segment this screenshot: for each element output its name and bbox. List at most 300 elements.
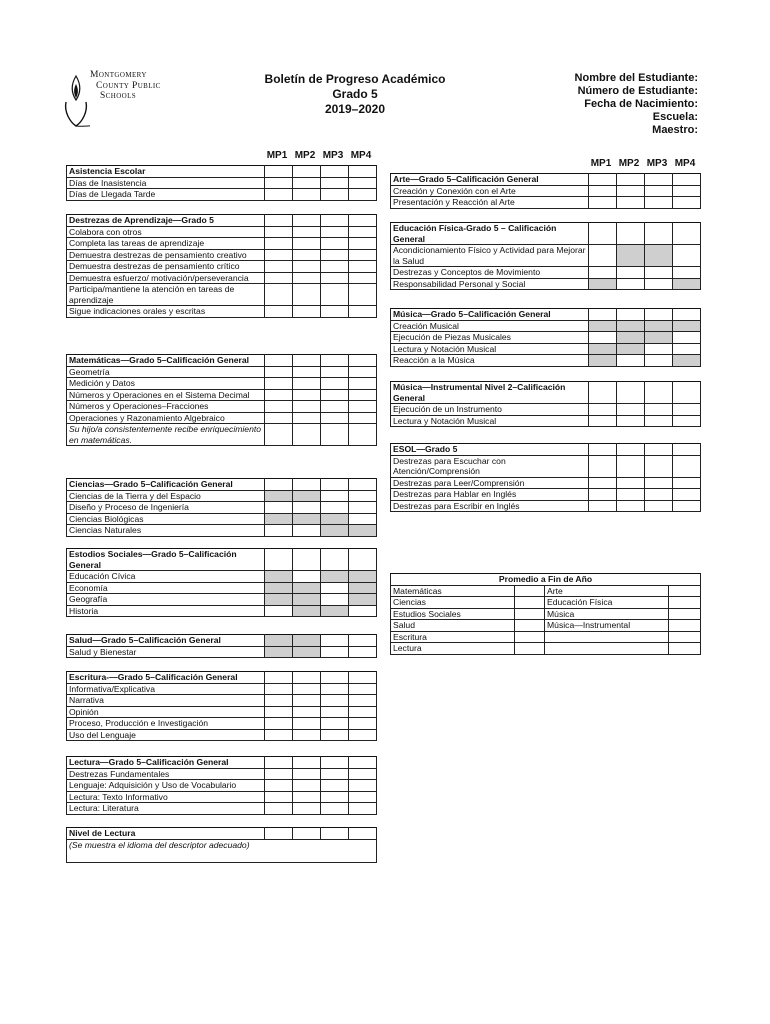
grade-cell-mp4 bbox=[673, 197, 701, 209]
section-title: Asistencia Escolar bbox=[67, 166, 265, 178]
grade-cell-mp3 bbox=[645, 309, 673, 321]
row-label: Días de Inasistencia bbox=[67, 177, 265, 189]
average-subject: Estudios Sociales bbox=[391, 608, 515, 620]
grade-cell-mp2 bbox=[293, 272, 321, 284]
grade-cell-mp4 bbox=[349, 635, 377, 647]
grade-cell-mp4 bbox=[349, 355, 377, 367]
table-row bbox=[67, 571, 377, 583]
table-row bbox=[67, 525, 377, 537]
grade-cell-mp3 bbox=[321, 594, 349, 606]
grade-cell-mp1 bbox=[589, 415, 617, 427]
grade-cell-mp3 bbox=[321, 513, 349, 525]
mp4-label: MP4 bbox=[350, 150, 372, 161]
grade-cell-mp4 bbox=[673, 455, 701, 477]
grade-cell-mp3 bbox=[321, 768, 349, 780]
table-row bbox=[67, 768, 377, 780]
section-title: Educación Física-Grado 5 – Calificación General bbox=[391, 223, 589, 245]
grade-cell-mp3 bbox=[321, 401, 349, 413]
mp-header-left bbox=[263, 150, 375, 161]
table-row bbox=[391, 415, 701, 427]
table-row bbox=[67, 706, 377, 718]
grade-cell-mp2 bbox=[617, 185, 645, 197]
grade-cell-mp2 bbox=[293, 605, 321, 617]
grade-cell-mp3 bbox=[321, 803, 349, 815]
grade-cell-mp4 bbox=[673, 355, 701, 367]
section-escritura-grado-5-calificacion-general bbox=[66, 671, 377, 741]
row-label: Destrezas y Conceptos de Movimiento bbox=[391, 267, 589, 279]
row-label: Narrativa bbox=[67, 695, 265, 707]
grade-cell-mp3 bbox=[321, 502, 349, 514]
grade-cell-mp1 bbox=[589, 489, 617, 501]
section-arte-grado-5-calificacion-general bbox=[390, 173, 701, 209]
row-label: Historia bbox=[67, 605, 265, 617]
grade-cell-mp2 bbox=[617, 343, 645, 355]
grade-cell-mp3 bbox=[645, 355, 673, 367]
grade-cell-mp4 bbox=[349, 226, 377, 238]
grade-cell-mp2 bbox=[293, 177, 321, 189]
grade-cell-mp4 bbox=[349, 502, 377, 514]
table-row bbox=[391, 500, 701, 512]
grade-cell-mp3 bbox=[321, 389, 349, 401]
table-row bbox=[67, 378, 377, 390]
table-row bbox=[391, 608, 701, 620]
grade-cell-mp3 bbox=[321, 490, 349, 502]
grade-cell-mp2 bbox=[293, 513, 321, 525]
report-year: 2019–2020 bbox=[324, 102, 386, 116]
grade-cell-mp1 bbox=[265, 828, 293, 840]
table-row bbox=[391, 197, 701, 209]
table-row bbox=[67, 249, 377, 261]
row-label: Salud y Bienestar bbox=[67, 646, 265, 658]
grade-cell-mp1 bbox=[265, 479, 293, 491]
row-label: Destrezas para Hablar en Inglés bbox=[391, 489, 589, 501]
row-label: (Se muestra el idioma del descriptor adecuado) bbox=[67, 839, 377, 862]
grade-cell-mp3 bbox=[321, 479, 349, 491]
table-row bbox=[67, 424, 377, 446]
grade-cell-mp2 bbox=[293, 571, 321, 583]
table-row bbox=[67, 189, 377, 201]
table-row bbox=[391, 477, 701, 489]
mp2-label: MP2 bbox=[618, 158, 640, 169]
row-label: Participa/mantiene la atención en tareas de aprendizaje bbox=[67, 284, 265, 306]
row-label: Destrezas para Leer/Comprensión bbox=[391, 477, 589, 489]
section-title: Salud—Grado 5–Calificación General bbox=[67, 635, 265, 647]
grade-cell-mp3 bbox=[321, 272, 349, 284]
grade-cell-mp4 bbox=[673, 500, 701, 512]
grade-cell-mp2 bbox=[617, 415, 645, 427]
row-label: Lectura y Notación Musical bbox=[391, 415, 589, 427]
table-row bbox=[67, 284, 377, 306]
table-row bbox=[391, 343, 701, 355]
grade-cell-mp2 bbox=[617, 455, 645, 477]
grade-cell-mp4 bbox=[349, 424, 377, 446]
row-label: Ejecución de un Instrumento bbox=[391, 404, 589, 416]
grade-cell-mp1 bbox=[265, 306, 293, 318]
student-school-label: Escuela: bbox=[652, 111, 698, 123]
grade-cell-mp3 bbox=[321, 582, 349, 594]
grade-cell-mp4 bbox=[349, 378, 377, 390]
row-label: Economía bbox=[67, 582, 265, 594]
table-row bbox=[67, 513, 377, 525]
table-row bbox=[67, 839, 377, 862]
grade-cell-mp2 bbox=[293, 828, 321, 840]
grade-cell-mp2 bbox=[293, 284, 321, 306]
section-musica-instrumental-nivel-2-calificacion bbox=[390, 381, 701, 427]
grade-cell-mp2 bbox=[293, 249, 321, 261]
report-title: Boletín de Progreso Académico bbox=[264, 72, 446, 86]
grade-cell-mp1 bbox=[265, 366, 293, 378]
grade-cell-mp1 bbox=[265, 177, 293, 189]
logo-line-2: County Public bbox=[96, 80, 161, 91]
row-label: Uso del Lenguaje bbox=[67, 729, 265, 741]
grade-cell-mp2 bbox=[293, 635, 321, 647]
row-label: Números y Operaciones–Fracciones bbox=[67, 401, 265, 413]
grade-cell-mp2 bbox=[293, 768, 321, 780]
grade-cell-mp2 bbox=[293, 215, 321, 227]
average-subject: Música—Instrumental bbox=[545, 620, 669, 632]
grade-cell-mp2 bbox=[293, 306, 321, 318]
grade-cell-mp3 bbox=[321, 683, 349, 695]
grade-cell-mp2 bbox=[293, 238, 321, 250]
average-subject: Música bbox=[545, 608, 669, 620]
logo-line-3: Schools bbox=[100, 91, 137, 101]
grade-cell-mp1 bbox=[589, 174, 617, 186]
grade-cell-mp3 bbox=[321, 412, 349, 424]
table-row bbox=[67, 718, 377, 730]
average-value bbox=[515, 620, 545, 632]
grade-cell-mp3 bbox=[645, 320, 673, 332]
grade-cell-mp4 bbox=[673, 174, 701, 186]
grade-cell-mp1 bbox=[265, 549, 293, 571]
grade-cell-mp1 bbox=[589, 332, 617, 344]
average-value bbox=[669, 597, 701, 609]
grade-cell-mp4 bbox=[673, 278, 701, 290]
grade-cell-mp3 bbox=[321, 571, 349, 583]
grade-cell-mp3 bbox=[645, 500, 673, 512]
row-label: Creación Musical bbox=[391, 320, 589, 332]
grade-cell-mp2 bbox=[293, 412, 321, 424]
grade-cell-mp3 bbox=[321, 378, 349, 390]
report-header bbox=[250, 72, 460, 117]
grade-cell-mp1 bbox=[265, 791, 293, 803]
grade-cell-mp1 bbox=[589, 320, 617, 332]
student-info bbox=[520, 72, 698, 137]
average-subject: Salud bbox=[391, 620, 515, 632]
average-value bbox=[515, 585, 545, 597]
grade-cell-mp4 bbox=[349, 412, 377, 424]
grade-cell-mp1 bbox=[265, 189, 293, 201]
grade-cell-mp4 bbox=[349, 177, 377, 189]
table-row bbox=[67, 389, 377, 401]
table-row bbox=[67, 238, 377, 250]
grade-cell-mp2 bbox=[617, 197, 645, 209]
table-row bbox=[67, 261, 377, 273]
grade-cell-mp3 bbox=[321, 791, 349, 803]
grade-cell-mp1 bbox=[265, 166, 293, 178]
grade-cell-mp2 bbox=[293, 791, 321, 803]
table-row bbox=[67, 803, 377, 815]
grade-cell-mp4 bbox=[349, 729, 377, 741]
grade-cell-mp3 bbox=[645, 278, 673, 290]
grade-cell-mp4 bbox=[349, 166, 377, 178]
grade-cell-mp1 bbox=[265, 412, 293, 424]
grade-cell-mp1 bbox=[265, 378, 293, 390]
mp3-label: MP3 bbox=[646, 158, 668, 169]
mp2-label: MP2 bbox=[294, 150, 316, 161]
logo-line-1: Montgomery bbox=[90, 70, 147, 80]
average-subject: Lectura bbox=[391, 643, 515, 655]
student-name-label: Nombre del Estudiante: bbox=[574, 72, 698, 84]
row-label: Presentación y Reacción al Arte bbox=[391, 197, 589, 209]
table-row bbox=[67, 306, 377, 318]
row-label: Sigue indicaciones orales y escritas bbox=[67, 306, 265, 318]
grade-cell-mp1 bbox=[265, 525, 293, 537]
row-label: Destrezas para Escuchar con Atención/Comprensión bbox=[391, 455, 589, 477]
grade-cell-mp1 bbox=[589, 223, 617, 245]
grade-cell-mp1 bbox=[265, 729, 293, 741]
average-subject bbox=[545, 631, 669, 643]
grade-cell-mp4 bbox=[349, 401, 377, 413]
grade-cell-mp3 bbox=[321, 780, 349, 792]
section-estodios-sociales-grado-5-calificacion-g bbox=[66, 548, 377, 617]
section-title: Matemáticas—Grado 5–Calificación General bbox=[67, 355, 265, 367]
grade-cell-mp4 bbox=[349, 272, 377, 284]
row-label: Geometría bbox=[67, 366, 265, 378]
grade-cell-mp1 bbox=[589, 355, 617, 367]
average-value bbox=[669, 643, 701, 655]
grade-cell-mp3 bbox=[321, 284, 349, 306]
grade-cell-mp2 bbox=[293, 502, 321, 514]
grade-cell-mp4 bbox=[673, 477, 701, 489]
grade-cell-mp4 bbox=[673, 415, 701, 427]
row-label: Responsabilidad Personal y Social bbox=[391, 278, 589, 290]
mp3-label: MP3 bbox=[322, 150, 344, 161]
report-grade: Grado 5 bbox=[332, 87, 378, 101]
row-label: Educación Cívica bbox=[67, 571, 265, 583]
row-label: Lectura y Notación Musical bbox=[391, 343, 589, 355]
grade-cell-mp4 bbox=[349, 803, 377, 815]
table-row bbox=[67, 502, 377, 514]
grade-cell-mp4 bbox=[349, 828, 377, 840]
row-label: Acondicionamiento Físico y Actividad para Mejorar la Salud bbox=[391, 245, 589, 267]
grade-cell-mp3 bbox=[321, 525, 349, 537]
section-title: ESOL—Grado 5 bbox=[391, 444, 589, 456]
grade-cell-mp4 bbox=[673, 309, 701, 321]
mp1-label: MP1 bbox=[266, 150, 288, 161]
row-label: Creación y Conexión con el Arte bbox=[391, 185, 589, 197]
grade-cell-mp2 bbox=[293, 226, 321, 238]
row-label: Demuestra destrezas de pensamiento crítico bbox=[67, 261, 265, 273]
grade-cell-mp4 bbox=[349, 490, 377, 502]
grade-cell-mp4 bbox=[349, 757, 377, 769]
grade-cell-mp1 bbox=[265, 768, 293, 780]
grade-cell-mp4 bbox=[349, 683, 377, 695]
grade-cell-mp3 bbox=[321, 249, 349, 261]
year-end-average-table bbox=[390, 573, 701, 655]
grade-cell-mp3 bbox=[321, 215, 349, 227]
grade-cell-mp3 bbox=[321, 238, 349, 250]
section-asistencia-escolar bbox=[66, 165, 377, 201]
grade-cell-mp2 bbox=[293, 672, 321, 684]
table-row bbox=[391, 455, 701, 477]
grade-cell-mp4 bbox=[349, 594, 377, 606]
grade-cell-mp3 bbox=[645, 415, 673, 427]
grade-cell-mp1 bbox=[265, 683, 293, 695]
table-row bbox=[67, 791, 377, 803]
section-title: Ciencias—Grado 5–Calificación General bbox=[67, 479, 265, 491]
table-row bbox=[391, 245, 701, 267]
grade-cell-mp2 bbox=[617, 278, 645, 290]
section-musica-grado-5-calificacion-general bbox=[390, 308, 701, 367]
grade-cell-mp4 bbox=[349, 284, 377, 306]
grade-cell-mp2 bbox=[293, 757, 321, 769]
grade-cell-mp1 bbox=[265, 672, 293, 684]
grade-cell-mp3 bbox=[321, 605, 349, 617]
average-value bbox=[669, 585, 701, 597]
grade-cell-mp3 bbox=[321, 757, 349, 769]
grade-cell-mp3 bbox=[321, 646, 349, 658]
grade-cell-mp1 bbox=[265, 803, 293, 815]
grade-cell-mp2 bbox=[617, 355, 645, 367]
grade-cell-mp4 bbox=[349, 306, 377, 318]
grade-cell-mp4 bbox=[673, 223, 701, 245]
grade-cell-mp1 bbox=[265, 513, 293, 525]
section-title: Escritura-—Grado 5–Calificación General bbox=[67, 672, 265, 684]
grade-cell-mp2 bbox=[293, 718, 321, 730]
grade-cell-mp1 bbox=[589, 444, 617, 456]
row-label: Geografía bbox=[67, 594, 265, 606]
grade-cell-mp3 bbox=[645, 477, 673, 489]
grade-cell-mp3 bbox=[645, 489, 673, 501]
grade-cell-mp1 bbox=[589, 278, 617, 290]
grade-cell-mp3 bbox=[645, 267, 673, 279]
school-name bbox=[90, 70, 161, 102]
grade-cell-mp1 bbox=[265, 695, 293, 707]
grade-cell-mp4 bbox=[349, 238, 377, 250]
table-row bbox=[67, 272, 377, 284]
row-label: Demuestra destrezas de pensamiento creativo bbox=[67, 249, 265, 261]
grade-cell-mp1 bbox=[589, 197, 617, 209]
mcps-logo bbox=[62, 70, 182, 132]
table-row bbox=[391, 332, 701, 344]
grade-cell-mp4 bbox=[349, 389, 377, 401]
section-educacion-fisica-grado-5-calificacion-ge bbox=[390, 222, 701, 290]
grade-cell-mp1 bbox=[265, 249, 293, 261]
section-esol-grado-5 bbox=[390, 443, 701, 512]
table-row bbox=[391, 355, 701, 367]
grade-cell-mp3 bbox=[321, 226, 349, 238]
grade-cell-mp1 bbox=[265, 226, 293, 238]
grade-cell-mp4 bbox=[673, 404, 701, 416]
mp4-label: MP4 bbox=[674, 158, 696, 169]
grade-cell-mp2 bbox=[617, 320, 645, 332]
row-label: Colabora con otros bbox=[67, 226, 265, 238]
row-label: Proceso, Producción e Investigación bbox=[67, 718, 265, 730]
grade-cell-mp3 bbox=[321, 635, 349, 647]
grade-cell-mp4 bbox=[673, 444, 701, 456]
table-row bbox=[391, 278, 701, 290]
student-teacher-label: Maestro: bbox=[652, 124, 698, 136]
section-title: Arte—Grado 5–Calificación General bbox=[391, 174, 589, 186]
average-value bbox=[515, 631, 545, 643]
row-label: Días de Llegada Tarde bbox=[67, 189, 265, 201]
grade-cell-mp3 bbox=[321, 718, 349, 730]
table-row bbox=[67, 412, 377, 424]
section-nivel-de-lectura bbox=[66, 827, 377, 863]
grade-cell-mp3 bbox=[645, 332, 673, 344]
table-row bbox=[67, 605, 377, 617]
row-label: Ciencias de la Tierra y del Espacio bbox=[67, 490, 265, 502]
student-dob-label: Fecha de Nacimiento: bbox=[584, 98, 698, 110]
grade-cell-mp4 bbox=[349, 525, 377, 537]
average-value bbox=[515, 643, 545, 655]
table-row bbox=[67, 729, 377, 741]
grade-cell-mp4 bbox=[349, 605, 377, 617]
grade-cell-mp4 bbox=[349, 695, 377, 707]
grade-cell-mp2 bbox=[617, 444, 645, 456]
grade-cell-mp4 bbox=[349, 479, 377, 491]
grade-cell-mp2 bbox=[293, 594, 321, 606]
grade-cell-mp4 bbox=[673, 382, 701, 404]
grade-cell-mp3 bbox=[645, 197, 673, 209]
grade-cell-mp4 bbox=[349, 706, 377, 718]
section-title: Música—Grado 5–Calificación General bbox=[391, 309, 589, 321]
grade-cell-mp4 bbox=[349, 189, 377, 201]
table-row bbox=[391, 267, 701, 279]
grade-cell-mp3 bbox=[321, 189, 349, 201]
grade-cell-mp1 bbox=[265, 594, 293, 606]
grade-cell-mp4 bbox=[349, 513, 377, 525]
table-row bbox=[391, 620, 701, 632]
grade-cell-mp1 bbox=[265, 718, 293, 730]
grade-cell-mp4 bbox=[349, 366, 377, 378]
grade-cell-mp2 bbox=[617, 174, 645, 186]
grade-cell-mp2 bbox=[293, 803, 321, 815]
grade-cell-mp1 bbox=[265, 605, 293, 617]
table-row bbox=[67, 490, 377, 502]
row-label: Lectura: Literatura bbox=[67, 803, 265, 815]
grade-cell-mp4 bbox=[349, 249, 377, 261]
row-label: Completa las tareas de aprendizaje bbox=[67, 238, 265, 250]
grade-cell-mp3 bbox=[321, 261, 349, 273]
grade-cell-mp4 bbox=[349, 718, 377, 730]
grade-cell-mp3 bbox=[321, 355, 349, 367]
average-subject: Escritura bbox=[391, 631, 515, 643]
grade-cell-mp1 bbox=[589, 309, 617, 321]
grade-cell-mp3 bbox=[321, 828, 349, 840]
grade-cell-mp3 bbox=[645, 444, 673, 456]
grade-cell-mp1 bbox=[589, 404, 617, 416]
grade-cell-mp1 bbox=[265, 490, 293, 502]
grade-cell-mp2 bbox=[293, 780, 321, 792]
grade-cell-mp1 bbox=[589, 245, 617, 267]
grade-cell-mp1 bbox=[589, 455, 617, 477]
grade-cell-mp1 bbox=[589, 343, 617, 355]
grade-cell-mp3 bbox=[321, 177, 349, 189]
mp-header-right bbox=[587, 158, 699, 169]
grade-cell-mp1 bbox=[589, 477, 617, 489]
grade-cell-mp4 bbox=[349, 261, 377, 273]
grade-cell-mp1 bbox=[589, 267, 617, 279]
grade-cell-mp2 bbox=[293, 366, 321, 378]
grade-cell-mp4 bbox=[349, 791, 377, 803]
grade-cell-mp4 bbox=[349, 672, 377, 684]
grade-cell-mp2 bbox=[293, 525, 321, 537]
grade-cell-mp1 bbox=[265, 646, 293, 658]
row-label: Destrezas Fundamentales bbox=[67, 768, 265, 780]
grade-cell-mp3 bbox=[321, 166, 349, 178]
row-label: Lenguaje: Adquisición y Uso de Vocabulario bbox=[67, 780, 265, 792]
